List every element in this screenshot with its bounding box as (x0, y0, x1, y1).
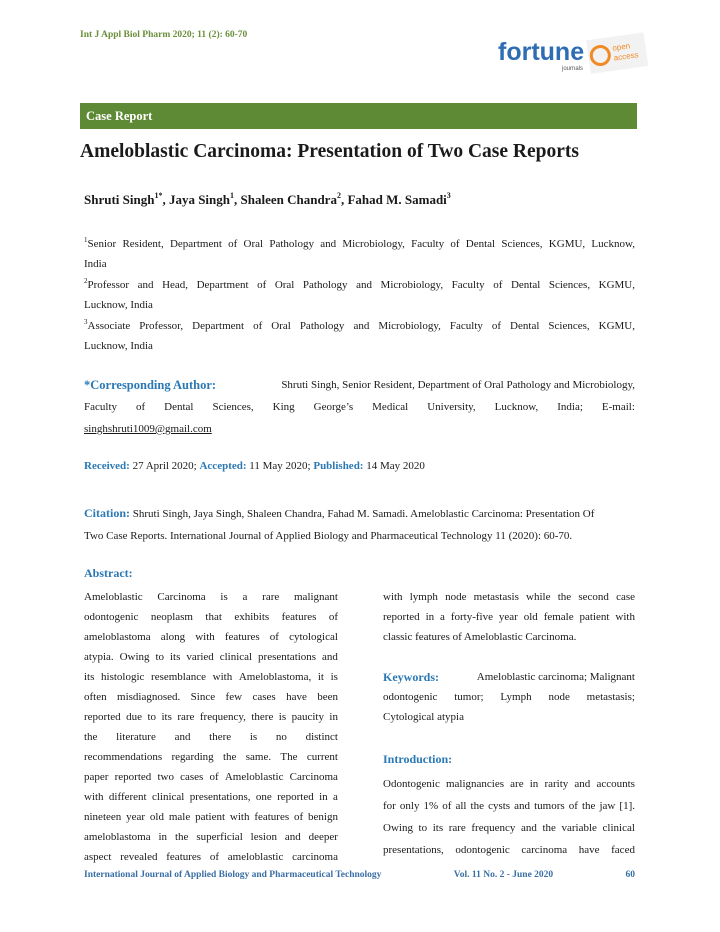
word: is (249, 731, 258, 743)
word: presentations, (383, 844, 444, 856)
footer-page: 60 (625, 870, 635, 880)
logo-sub: journals (562, 66, 584, 72)
affiliation-3-cont: Lucknow, India (84, 340, 153, 352)
word: of (269, 631, 279, 643)
justified-line (84, 627, 338, 647)
justified-line (383, 817, 635, 839)
word: a (242, 591, 248, 603)
word: of (293, 811, 304, 823)
word: regarding (171, 751, 214, 763)
word: lymph (409, 591, 438, 603)
word: Lymph (500, 691, 532, 703)
fortune-journals-logo (498, 30, 650, 74)
word: The (280, 751, 298, 763)
word: forty-five (450, 611, 493, 623)
introduction-heading: Introduction: (383, 752, 453, 766)
word: old (523, 611, 538, 623)
word: 1% (423, 800, 439, 812)
word: tumors (534, 800, 565, 812)
word: odontogenic (383, 691, 438, 703)
word: for (383, 800, 396, 812)
justified-line (84, 827, 338, 847)
word: paper (84, 771, 109, 783)
word: of (328, 611, 338, 623)
word: year (498, 611, 518, 623)
word: Since (190, 691, 216, 703)
word: patient (195, 811, 226, 823)
justified-line (84, 707, 338, 727)
email-link[interactable]: singhshruti1009@gmail.com (84, 423, 212, 435)
word: reported (84, 711, 121, 723)
logo-access: access (613, 50, 640, 63)
author-name: Shaleen Chandra (240, 192, 337, 207)
word: reported (114, 771, 152, 783)
word: in (529, 778, 539, 790)
justified-line (84, 807, 338, 827)
word: histologic (101, 671, 145, 683)
word: benign (308, 811, 338, 823)
word: accounts (596, 778, 635, 790)
word: is (330, 671, 338, 683)
author-sup: 1* (154, 191, 163, 200)
word: while (526, 591, 551, 603)
word: odontogenic (84, 611, 139, 623)
word: ameloblastic (227, 851, 284, 863)
word: along (160, 631, 186, 643)
justified-line (383, 839, 635, 861)
word: have (578, 844, 600, 856)
word: cysts (488, 800, 511, 812)
keywords-line-2 (383, 687, 635, 707)
word: to (155, 651, 165, 663)
word: different (108, 791, 147, 803)
word: are (510, 778, 524, 790)
word: Carcinoma (157, 591, 206, 603)
word: second (578, 591, 609, 603)
word: there (209, 731, 232, 743)
word: cases (252, 691, 276, 703)
word: paucity (291, 711, 324, 723)
word: Owing (119, 651, 150, 663)
word: cytological (289, 631, 338, 643)
word: Ameloblastoma, (238, 671, 312, 683)
word: due (126, 711, 142, 723)
word: clinical (219, 651, 253, 663)
justified-line (84, 667, 338, 687)
affiliation-2: $^2$Professor and Head, Department of Oral Pathology and Microbiology, Faculty of Dental Sciences, KGMU, (84, 277, 635, 291)
word: deeper (308, 831, 338, 843)
word: old (149, 811, 164, 823)
word: Ameloblastic (224, 771, 284, 783)
word: and (174, 731, 191, 743)
word: year (126, 811, 146, 823)
word: neoplasm (150, 611, 193, 623)
affiliation-3: $^3$Associate Professor, Department of Oral Pathology and Microbiology, Faculty of Dental Sciences, KGMU, (84, 318, 635, 332)
word: and (574, 778, 591, 790)
keywords-label: Keywords: (383, 670, 439, 684)
word: superficial (196, 831, 243, 843)
word: Ameloblastic (84, 591, 143, 603)
text-line: classic features of Ameloblastic Carcinoma. (383, 631, 577, 643)
word: rare (262, 591, 280, 603)
justified-line (383, 773, 635, 795)
citation-block: Citation: Shruti Singh, Jaya Singh, Shaleen Chandra, Fahad M. Samadi. Ameloblastic Carcinoma: Presentation Of Two Case Reports. International Journal of Applied Biology and Pharmaceutical Technology 11 (2020): 60-70. (84, 506, 595, 542)
author-sup: 1 (230, 191, 235, 200)
justified-line (84, 647, 338, 667)
word: in (425, 611, 435, 623)
author-list: Shruti Singh$^{1*}$, Jaya Singh$^1$, Shaleen Chandra$^2$, Fahad M. Samadi$^3$ (84, 191, 451, 207)
word: in (319, 791, 328, 803)
author-sup: 2 (336, 191, 341, 200)
abstract-left-column (84, 587, 338, 867)
word: rare (448, 822, 466, 834)
word: misdiagnosed. (117, 691, 181, 703)
word: faced (611, 844, 635, 856)
corresponding-label: *Corresponding Author: (84, 378, 217, 392)
word: to (147, 711, 157, 723)
word: its (161, 711, 172, 723)
article-type-bar: Case Report (80, 103, 637, 129)
word: and (322, 651, 338, 663)
author-name: Shruti Singh (84, 192, 155, 207)
justified-line (383, 795, 635, 817)
word: its (84, 671, 95, 683)
word: often (84, 691, 107, 703)
word: female (543, 611, 574, 623)
word: male (168, 811, 191, 823)
word: of (209, 771, 219, 783)
word: tumor; (454, 691, 484, 703)
justified-line (383, 607, 635, 627)
word: Carcinoma (289, 771, 338, 783)
word: with (229, 811, 250, 823)
word: recommendations (84, 751, 163, 763)
word: one (255, 791, 272, 803)
word: rarity (544, 778, 569, 790)
word: node (548, 691, 570, 703)
word: the (581, 800, 596, 812)
word: been (317, 691, 338, 703)
word: there (251, 711, 274, 723)
justified-line (84, 607, 338, 627)
word: with (195, 631, 215, 643)
corresponding-line2: Faculty of Dental Sciences, King George’s Medical University, Lucknow, India; E-mail: (84, 401, 635, 413)
word: Owing (383, 822, 413, 834)
word: that (205, 611, 222, 623)
word: current (306, 751, 338, 763)
word: and (284, 831, 301, 843)
word: jaw (599, 800, 616, 812)
word: of (442, 800, 452, 812)
word: the (222, 751, 237, 763)
word: nineteen (84, 811, 122, 823)
word: carcinoma (521, 844, 568, 856)
word: lesion (250, 831, 277, 843)
justified-line (84, 687, 338, 707)
page-footer (84, 870, 635, 880)
affiliation-2-cont: Lucknow, India (84, 299, 153, 311)
word: the (84, 731, 98, 743)
word: the (557, 591, 572, 603)
word: reported (383, 611, 420, 623)
word: malignant (294, 591, 338, 603)
justified-line (84, 847, 338, 867)
affiliation-1-cont: India (84, 258, 107, 270)
affiliation-1: $^1$Senior Resident, Department of Oral Pathology and Microbiology, Faculty of Dental Sciences, KGMU, Lucknow, (84, 236, 635, 250)
word: varied (186, 651, 214, 663)
justified-line (84, 727, 338, 747)
word: ameloblastoma (84, 831, 151, 843)
word: is (220, 591, 228, 603)
abstract-heading: Abstract: (84, 566, 133, 580)
word: have (286, 691, 307, 703)
footer-volume: Vol. 11 No. 2 - June 2020 (453, 870, 554, 880)
word: Odontogenic (383, 778, 440, 790)
word: and (514, 800, 531, 812)
word: with (212, 671, 233, 683)
word: the (174, 831, 189, 843)
word: the (542, 822, 556, 834)
word: a (333, 791, 338, 803)
article-dates: Received: 27 April 2020; Accepted: 11 May 2020; Published: 14 May 2020 (84, 460, 425, 472)
word: frequency, (199, 711, 246, 723)
keywords-line-3: Cytological atypia (383, 711, 464, 723)
word: same. (245, 751, 272, 763)
word: clinical (602, 822, 635, 834)
justified-line (84, 587, 338, 607)
word: carcinoma (292, 851, 338, 863)
word: is (278, 711, 287, 723)
keywords-line-1: Keywords: Ameloblastic carcinoma; Malignant (383, 667, 635, 687)
word: of (568, 800, 578, 812)
justified-line (84, 787, 338, 807)
word: frequency (471, 822, 516, 834)
word: two (157, 771, 174, 783)
justified-line (84, 747, 338, 767)
word: patient (579, 611, 610, 623)
word: aspect (84, 851, 112, 863)
word: atypia. (84, 651, 114, 663)
word: [1]. (619, 800, 635, 812)
word: cases (180, 771, 204, 783)
word: literature (116, 731, 156, 743)
word: reported (277, 791, 314, 803)
logo-brand: fortune (498, 38, 585, 66)
word: node (445, 591, 467, 603)
corresponding-line1: Shruti Singh, Senior Resident, Department of Oral Pathology and Microbiology, (281, 379, 635, 391)
word: all (455, 800, 467, 812)
logo-open: open (611, 41, 631, 53)
word: of (209, 851, 220, 863)
word: in (329, 711, 338, 723)
author-name: Fahad M. Samadi (347, 192, 447, 207)
word: with (84, 791, 104, 803)
word: presentations (258, 651, 317, 663)
word: few (225, 691, 243, 703)
word: it (317, 671, 324, 683)
justified-line (383, 587, 635, 607)
word: metastasis (473, 591, 519, 603)
word: features (166, 851, 202, 863)
word: rare (177, 711, 195, 723)
word: metastasis; (586, 691, 635, 703)
word: features (281, 611, 317, 623)
word: odontogenic (455, 844, 510, 856)
abstract-right-column (383, 587, 635, 861)
author-name: Jaya Singh (168, 192, 231, 207)
word: ameloblastoma (84, 631, 151, 643)
word: its (432, 822, 444, 834)
word: features (224, 631, 260, 643)
word: presentations, (189, 791, 251, 803)
article-title: Ameloblastic Carcinoma: Presentation of Two Case Reports (80, 141, 579, 162)
footer-journal: International Journal of Applied Biology and Pharmaceutical Technology (84, 870, 382, 880)
word: to (418, 822, 428, 834)
word: case (616, 591, 635, 603)
word: a (440, 611, 445, 623)
word: variable (561, 822, 597, 834)
word: malignancies (445, 778, 505, 790)
word: distinct (305, 731, 338, 743)
word: with (383, 591, 403, 603)
word: and (520, 822, 537, 834)
corresponding-author (84, 374, 635, 440)
word: revealed (120, 851, 158, 863)
word: clinical (151, 791, 185, 803)
word: no (275, 731, 287, 743)
word: in (158, 831, 168, 843)
word: with (615, 611, 635, 623)
word: resemblance (151, 671, 207, 683)
journal-citation-header: Int J Appl Biol Pharm 2020; 11 (2): 60-70 (80, 30, 248, 40)
word: exhibits (234, 611, 270, 623)
author-sup: 3 (446, 191, 451, 200)
word: only (399, 800, 420, 812)
word: features (254, 811, 290, 823)
word: the (470, 800, 484, 812)
word: its (169, 651, 181, 663)
justified-line (84, 767, 338, 787)
